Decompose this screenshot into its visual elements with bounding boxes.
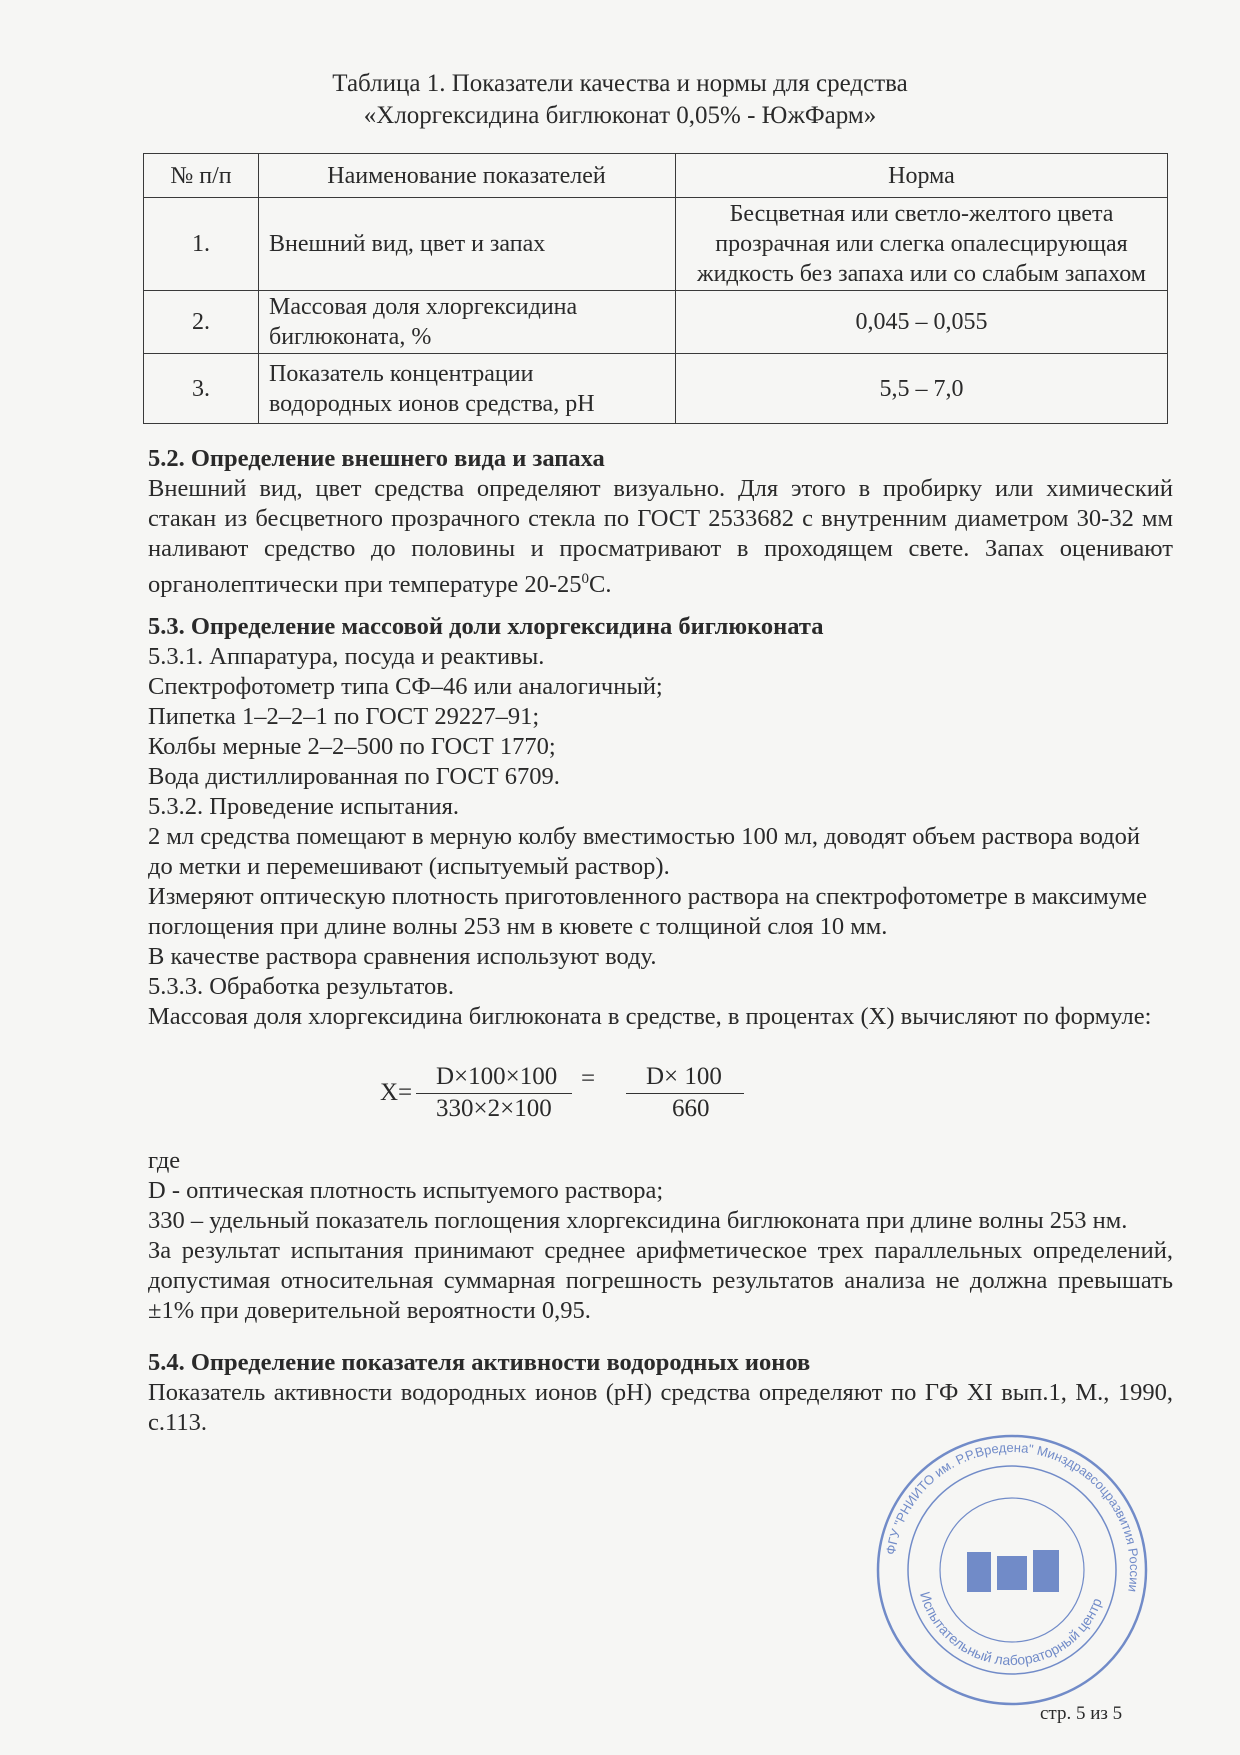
paragraph-line: В качестве раствора сравнения используют воду. xyxy=(148,943,657,970)
paragraph-line: D - оптическая плотность испытуемого раствора; xyxy=(148,1177,664,1204)
row-norm-line: жидкость без запаха или со слабым запахом xyxy=(697,261,1146,287)
paragraph-line: до метки и перемешивают (испытуемый раствор). xyxy=(148,853,670,880)
header-name: Наименование показателей xyxy=(259,154,676,198)
formula-explanation xyxy=(148,1146,1173,1326)
paragraph-line: За результат испытания принимают среднее арифметическое трех параллельных определений, xyxy=(148,1237,1173,1264)
paragraph-line: Колбы мерные 2–2–500 по ГОСТ 1770; xyxy=(148,733,556,760)
row-name-line: Массовая доля хлоргексидина xyxy=(269,294,578,320)
row-name xyxy=(259,354,676,424)
paragraph-line: Вода дистиллированная по ГОСТ 6709. xyxy=(148,763,560,790)
paragraph-line: где xyxy=(148,1147,181,1174)
stamp-outer-text: ФГУ "РНИИТО им. Р.Р.Вредена" Минздравсоцразвития России xyxy=(882,1439,1143,1594)
section-5-3 xyxy=(148,612,1173,1032)
row-name xyxy=(259,198,676,291)
laboratory-stamp xyxy=(872,1430,1152,1710)
row-norm xyxy=(676,291,1168,354)
fraction-bar-2 xyxy=(626,1093,744,1094)
page-number: стр. 5 из 5 xyxy=(1040,1703,1123,1724)
table-caption-line-1: Таблица 1. Показатели качества и нормы для средства xyxy=(332,70,908,97)
temperature-unit: С. xyxy=(589,571,612,599)
formula xyxy=(380,1063,760,1133)
section-heading: 5.3. Определение массовой доли хлоргексидина биглюконата xyxy=(148,613,824,640)
section-5-4 xyxy=(148,1348,1173,1438)
table-caption-line-2: «Хлоргексидина биглюконат 0,05% - ЮжФарм» xyxy=(363,102,877,129)
formula-numerator-1: D×100×100 xyxy=(436,1063,558,1090)
paragraph-line: Внешний вид, цвет средства определяют визуально. Для этого в пробирку или химический xyxy=(148,475,1173,502)
paragraph-line: 5.3.2. Проведение испытания. xyxy=(148,793,460,820)
paragraph-line: наливают средство до половины и просматривают в проходящем свете. Запах оценивают xyxy=(148,535,1173,562)
paragraph-line: допустимая относительная суммарная погрешность результатов анализа не должна превышать xyxy=(148,1267,1173,1294)
row-norm-line: 5,5 – 7,0 xyxy=(879,375,964,402)
table-row xyxy=(144,354,1168,424)
formula-denominator-2: 660 xyxy=(672,1095,710,1122)
row-name-line: Показатель концентрации xyxy=(269,360,534,387)
row-num: 2. xyxy=(144,291,259,354)
degree-sup: 0 xyxy=(581,571,590,587)
row-num: 3. xyxy=(144,354,259,424)
paragraph-line: Пипетка 1–2–2–1 по ГОСТ 29227–91; xyxy=(148,703,540,730)
row-name-line: водородных ионов средства, pH xyxy=(269,390,595,417)
paragraph-line: 5.3.3. Обработка результатов. xyxy=(148,973,454,1000)
row-num: 1. xyxy=(144,198,259,291)
header-num: № п/п xyxy=(144,154,259,198)
row-name-line: Внешний вид, цвет и запах xyxy=(269,231,546,257)
header-norm: Норма xyxy=(676,154,1168,198)
stamp-logo-icon xyxy=(967,1550,1059,1592)
row-norm-line: прозрачная или слегка опалесцирующая xyxy=(715,231,1128,257)
table-header-row xyxy=(144,154,1168,198)
section-5-2 xyxy=(148,444,1173,600)
paragraph-line xyxy=(148,564,1173,600)
row-norm-line: Бесцветная или светло-желтого цвета xyxy=(729,201,1114,227)
paragraph-line: стакан из бесцветного прозрачного стекла по ГОСТ 2533682 с внутренним диаметром 30-32 мм xyxy=(148,505,1173,532)
row-norm-line: 0,045 – 0,055 xyxy=(855,309,988,335)
row-name-line: биглюконата, % xyxy=(269,324,432,350)
paragraph-line: с.113. xyxy=(148,1409,207,1436)
fraction-bar-1 xyxy=(416,1093,572,1094)
paragraph-line: 5.3.1. Аппаратура, посуда и реактивы. xyxy=(148,643,545,670)
paragraph-line: ±1% при доверительной вероятности 0,95. xyxy=(148,1297,591,1324)
paragraph-line: поглощения при длине волны 253 нм в кювете с толщиной слоя 10 мм. xyxy=(148,913,888,940)
paragraph-line: Массовая доля хлоргексидина биглюконата в средстве, в процентах (X) вычисляют по формуле: xyxy=(148,1003,1152,1030)
section-heading: 5.2. Определение внешнего вида и запаха xyxy=(148,445,605,472)
formula-lhs: X= xyxy=(380,1079,413,1106)
row-norm xyxy=(676,354,1168,424)
formula-denominator-1: 330×2×100 xyxy=(436,1095,552,1122)
formula-numerator-2: D× 100 xyxy=(646,1063,722,1090)
paragraph-line: Показатель активности водородных ионов (pH) средства определяют по ГФ XI вып.1, М., 1990, xyxy=(148,1379,1173,1406)
table-row xyxy=(144,291,1168,354)
paragraph-line: 330 – удельный показатель поглощения хлоргексидина биглюконата при длине волны 253 нм. xyxy=(148,1207,1128,1234)
paragraph-line: Спектрофотометр типа СФ–46 или аналогичный; xyxy=(148,673,663,700)
section-heading: 5.4. Определение показателя активности водородных ионов xyxy=(148,1349,811,1376)
formula-equals: = xyxy=(581,1065,596,1092)
table-row xyxy=(144,198,1168,291)
paragraph-line: 2 мл средства помещают в мерную колбу вместимостью 100 мл, доводят объем раствора водой xyxy=(148,823,1140,850)
paragraph-line: Измеряют оптическую плотность приготовленного раствора на спектрофотометре в максимуме xyxy=(148,883,1148,910)
temperature-text: органолептически при температуре 20-25 xyxy=(148,571,582,599)
row-norm xyxy=(676,198,1168,291)
row-name xyxy=(259,291,676,354)
stamp-inner-text: Испытательный лабораторный центр xyxy=(916,1589,1105,1669)
quality-table xyxy=(143,153,1168,424)
